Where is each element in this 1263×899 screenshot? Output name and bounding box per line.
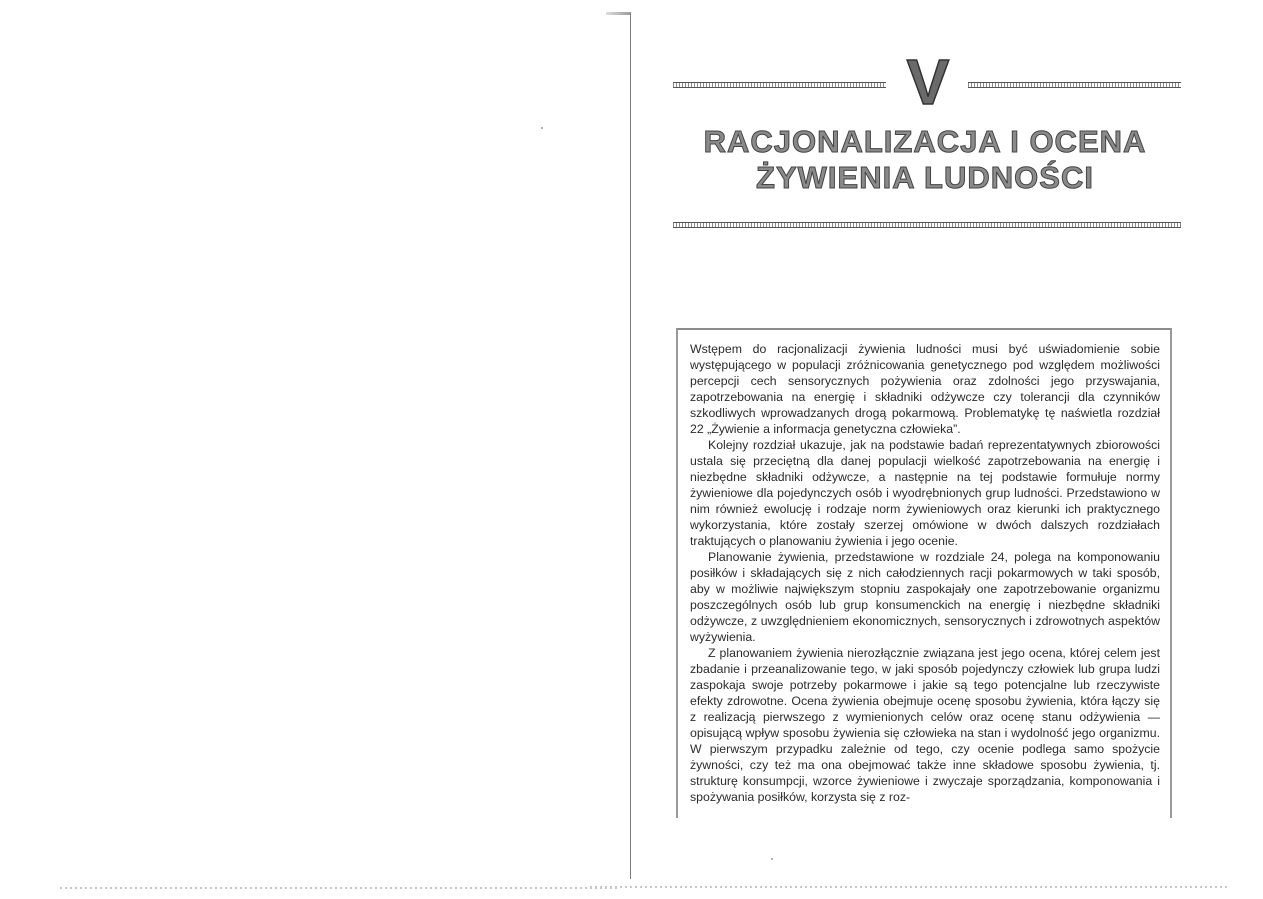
header-rule-right [968, 82, 1181, 88]
chapter-title-line-1: RACJONALIZACJA I OCENA [703, 124, 1147, 159]
book-spine [630, 14, 631, 879]
chapter-title-line-2: ŻYWIENIA LUDNOŚCI [756, 160, 1094, 195]
chapter-intro-box [676, 328, 1172, 818]
intro-paragraph-2: Kolejny rozdział ukazuje, jak na podstawie badań reprezentatywnych zbiorowości ustala się przeciętną dla danej populacji wielkość zapotrzebowania na energię i niezbędne składniki odżywcze, a następnie na tej podstawie formułuje normy żywieniowe dla pojedynczych osób i wyodrębnionych grup ludności. Przedstawiono w nim również ewolucję i rodzaje norm żywieniowych oraz kierunki ich praktycznego wykorzystania, które zostały szerzej omówione w dwóch dalszych rozdziałach traktujących o planowaniu żywienia i jego ocenie. [690, 438, 1160, 548]
chapter-title [700, 124, 1150, 196]
intro-paragraph-3: Planowanie żywienia, przedstawione w rozdziale 24, polega na komponowaniu posiłków i składających się z nich całodziennych racji pokarmowych w taki sposób, aby w możliwie największym stopniu zaspokajały one zapotrzebowanie organizmu poszczególnych osób lub grup konsumenckich na energię i niezbędne składniki odżywcze, z uwzględnieniem ekonomicznych, sensorycznych i zdrowotnych aspektów wyżywienia. [690, 550, 1160, 644]
scan-edge-right [590, 886, 1230, 888]
intro-paragraph-4: Z planowaniem żywienia nierozłącznie związana jest jego ocena, której celem jest zbadanie i przeanalizowanie tego, w jaki sposób pojedynczy człowiek lub grupa ludzi zaspokaja swoje potrzeby pokarmowe i jakie są tego potencjalne lub rzeczywiste efekty zdrowotne. Ocena żywienia obejmuje ocenę sposobu żywienia, która łączy się z realizacją pierwszego z wymienionych celów oraz ocenę stanu odżywienia — opisującą wpływ sposobu żywienia się człowieka na stan i wydolność jego organizmu. W pierwszym przypadku zależnie od tego, czy ocenie podlega samo spożycie żywności, czy też ma ona obejmować także inne składowe sposobu żywienia, tj. strukturę konsumpcji, wzorce żywieniowe i zwyczaje sporządzania, komponowania i spożywania posiłków, korzysta się z roz- [690, 646, 1160, 804]
page-edge-mark [606, 12, 631, 15]
scan-edge-left [60, 887, 620, 889]
chapter-numeral: V [906, 46, 950, 118]
scan-speck [771, 858, 773, 860]
header-rule-left [673, 82, 886, 88]
scan-speck [541, 127, 543, 129]
intro-paragraph-1: Wstępem do racjonalizacji żywienia ludności musi być uświadomienie sobie występującego w populacji zróżnicowania genetycznego pod względem możliwości percepcji cech sensorycznych pożywienia oraz zdolności jego przyswajania, zapotrzebowania na energię i składniki odżywcze czy tolerancji dla czynników szkodliwych wprowadzanych drogą pokarmową. Problematykę tę naświetla rozdział 22 „Żywienie a informacja genetyczna człowieka”. [690, 342, 1160, 436]
header-rule-bottom [673, 222, 1181, 228]
